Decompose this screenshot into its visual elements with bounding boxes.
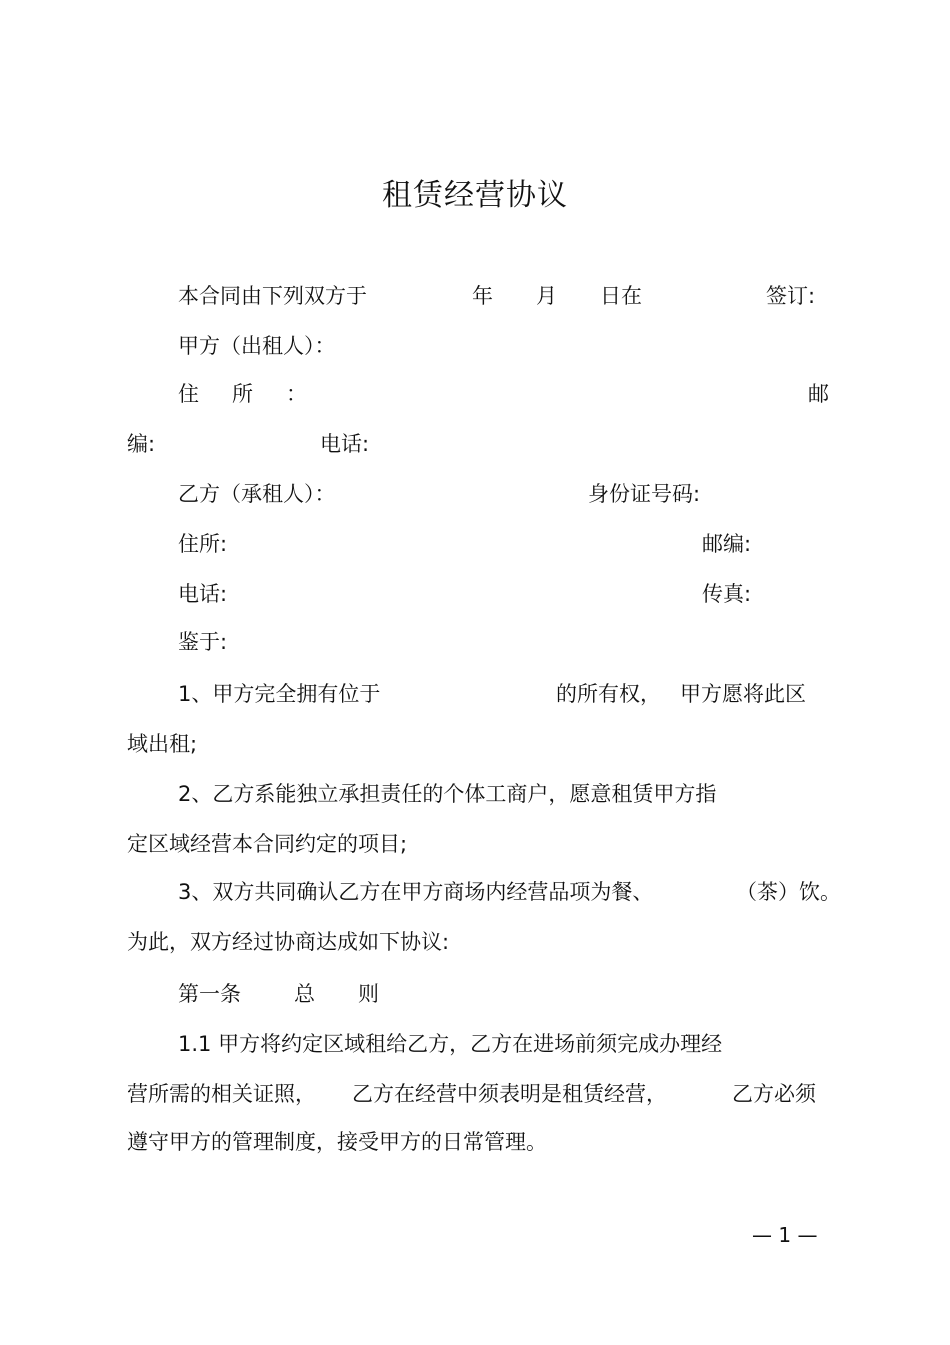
clause-1-1-line-2-part-c: 乙方必须 bbox=[732, 1082, 816, 1106]
party-b-id-label: 身份证号码: bbox=[588, 482, 701, 506]
article-1-name-part-b: 则 bbox=[358, 982, 379, 1006]
party-a-label: 甲方（出租人）： bbox=[178, 334, 336, 358]
document-title: 租赁经营协议 bbox=[382, 178, 568, 213]
intro-day-at: 日在 bbox=[600, 284, 642, 308]
whereas-label: 鉴于: bbox=[178, 630, 228, 654]
intro-prefix: 本合同由下列双方于 bbox=[178, 284, 367, 308]
item-3-part-a: 3、双方共同确认乙方在甲方商场内经营品项为餐、 bbox=[178, 880, 654, 904]
clause-1-1-line-2-part-b: 乙方在经营中须表明是租赁经营， bbox=[352, 1082, 667, 1106]
party-b-address-label: 住所: bbox=[178, 532, 228, 556]
party-a-postcode-end: 编: bbox=[127, 432, 156, 456]
party-b-phone-label: 电话: bbox=[178, 582, 228, 606]
item-1-part-c: 甲方愿将此区 bbox=[680, 682, 806, 706]
party-b-label: 乙方（承租人）： bbox=[178, 482, 336, 506]
item-2-line-1: 2、乙方系能独立承担责任的个体工商户，愿意租赁甲方指 bbox=[178, 782, 717, 806]
party-a-phone-label: 电话: bbox=[320, 432, 370, 456]
clause-1-1-line-3: 遵守甲方的管理制度，接受甲方的日常管理。 bbox=[127, 1130, 547, 1154]
clause-1-1-line-1: 1.1 甲方将约定区域租给乙方，乙方在进场前须完成办理经 bbox=[178, 1032, 723, 1056]
intro-month: 月 bbox=[536, 284, 557, 308]
clause-1-1-line-2-part-a: 营所需的相关证照， bbox=[127, 1082, 316, 1106]
page-number: — 1 — bbox=[752, 1223, 818, 1247]
intro-year: 年 bbox=[472, 284, 493, 308]
intro-signed: 签订: bbox=[766, 284, 816, 308]
party-a-postcode-start: 邮 bbox=[808, 382, 829, 406]
party-b-fax-label: 传真: bbox=[702, 582, 752, 606]
party-a-address-label: 住 所 ： bbox=[178, 382, 313, 406]
item-1-part-d: 域出租; bbox=[127, 732, 198, 756]
article-1-number: 第一条 bbox=[178, 982, 241, 1006]
item-2-line-2: 定区域经营本合同约定的项目; bbox=[127, 832, 408, 856]
article-1-name-part-a: 总 bbox=[294, 982, 315, 1006]
item-1-part-b: 的所有权， bbox=[556, 682, 661, 706]
item-1-part-a: 1、甲方完全拥有位于 bbox=[178, 682, 381, 706]
item-3-part-b: （茶）饮。 bbox=[736, 880, 841, 904]
party-b-postcode-label: 邮编: bbox=[702, 532, 752, 556]
item-3-part-c: 为此，双方经过协商达成如下协议: bbox=[127, 930, 450, 954]
